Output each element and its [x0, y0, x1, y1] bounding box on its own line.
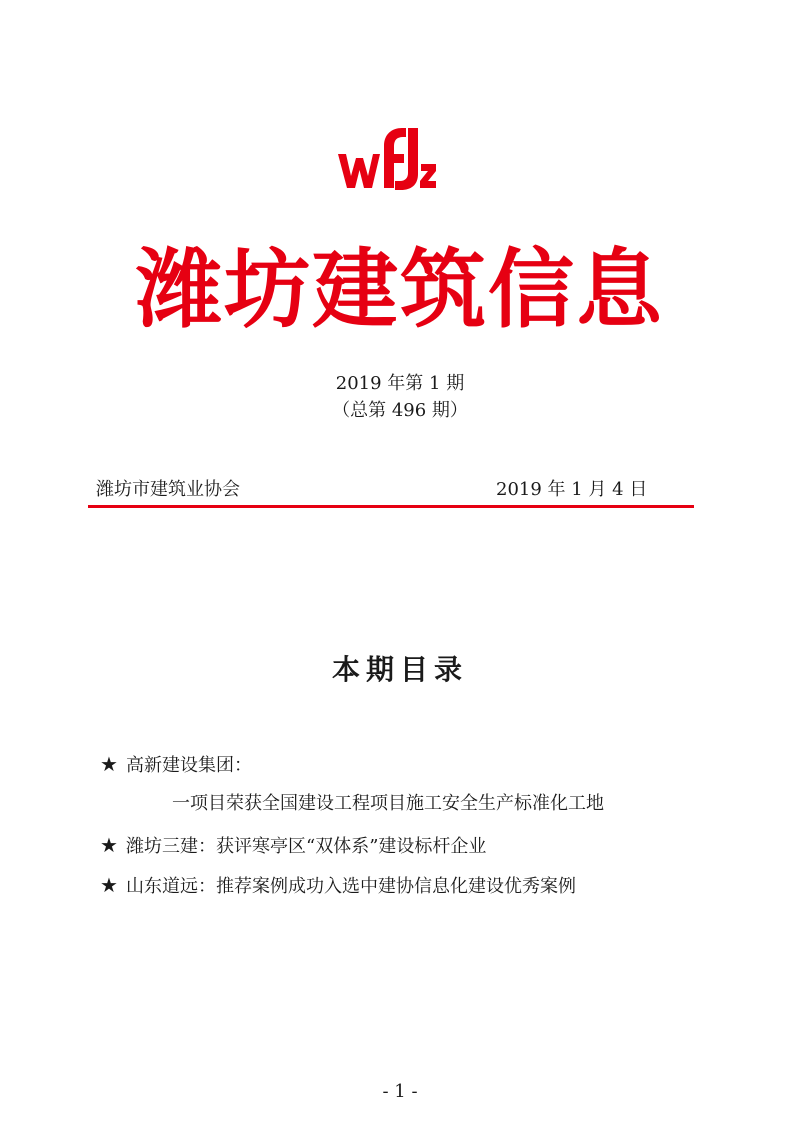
page-number: - 1 - — [382, 1081, 418, 1102]
wfjz-logo — [334, 120, 438, 194]
toc-item-text: 高新建设集团： — [126, 755, 252, 776]
publisher: 潍坊市建筑业协会 — [96, 479, 240, 500]
toc-item-text: 潍坊三建：获评寒亭区“双体系”建设标杆企业 — [126, 836, 487, 857]
toc-title: 本期目录 — [331, 653, 468, 686]
star-icon: ★ — [100, 873, 118, 897]
toc-item — [172, 792, 604, 816]
star-icon: ★ — [100, 752, 118, 776]
publication-date: 2019 年 1 月 4 日 — [496, 479, 648, 500]
toc-item — [100, 873, 576, 899]
masthead-title: 潍坊建筑信息 — [136, 240, 664, 340]
header-rule — [88, 505, 694, 508]
toc-item — [100, 833, 486, 859]
issue-total-number: （总第 496 期） — [332, 400, 468, 421]
toc-item-text: 山东道远：推荐案例成功入选中建协信息化建设优秀案例 — [126, 876, 576, 897]
issue-number: 2019 年第 1 期 — [335, 373, 465, 394]
toc-item — [100, 752, 252, 778]
toc-item-text: 一项目荣获全国建设工程项目施工安全生产标准化工地 — [172, 793, 604, 814]
star-icon: ★ — [100, 833, 118, 857]
